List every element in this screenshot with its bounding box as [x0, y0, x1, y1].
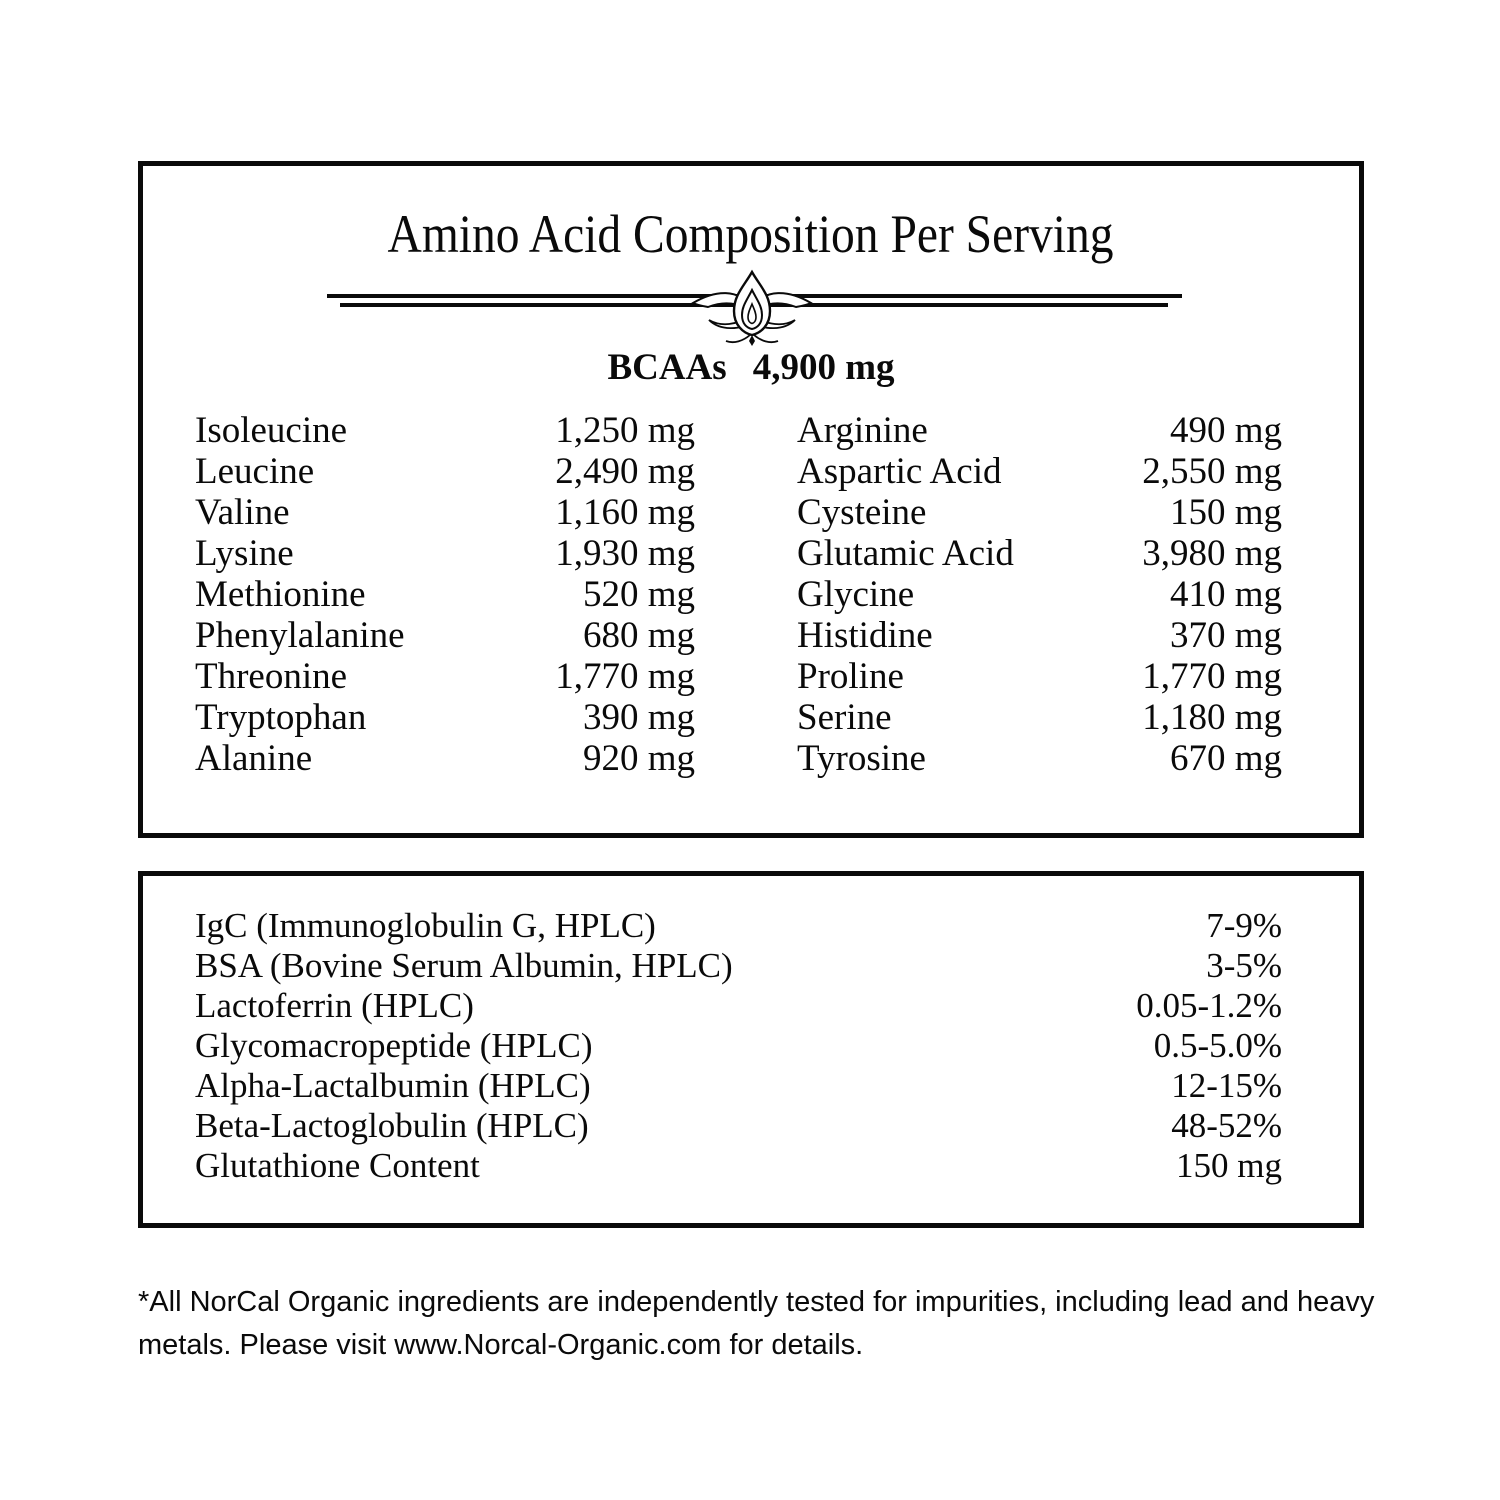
amino-name: Tryptophan [195, 697, 367, 738]
table-row [797, 574, 1282, 615]
amino-value: 670 mg [1169, 738, 1282, 779]
table-row [797, 410, 1282, 451]
table-row [195, 986, 1282, 1026]
amino-table [195, 410, 1282, 779]
amino-name: Valine [195, 492, 290, 533]
protein-fraction-panel [138, 871, 1364, 1228]
amino-name: Methionine [195, 574, 366, 615]
table-row [195, 697, 695, 738]
table-row [797, 451, 1282, 492]
table-row [797, 492, 1282, 533]
amino-name: Histidine [797, 615, 933, 656]
amino-value: 2,490 mg [555, 451, 695, 492]
fraction-name: Lactoferrin (HPLC) [195, 986, 474, 1025]
amino-value: 1,180 mg [1142, 697, 1282, 738]
amino-value: 1,930 mg [555, 533, 695, 574]
table-row [195, 615, 695, 656]
amino-value: 2,550 mg [1142, 451, 1282, 492]
testing-footnote: *All NorCal Organic ingredients are independently tested for impurities, including lead and heavy metals. Please visit www.Norcal-Organic.com for details. [138, 1286, 1375, 1361]
table-row [195, 1066, 1282, 1106]
table-row [797, 697, 1282, 738]
table-row [195, 574, 695, 615]
fraction-name: Glycomacropeptide (HPLC) [195, 1026, 593, 1065]
amino-table-left-column [195, 410, 695, 779]
table-row [195, 1146, 1282, 1186]
table-row [195, 906, 1282, 946]
panel-title [143, 206, 1359, 262]
amino-name: Cysteine [797, 492, 927, 533]
amino-name: Proline [797, 656, 904, 697]
amino-value: 150 mg [1169, 492, 1282, 533]
table-row [195, 1026, 1282, 1066]
amino-name: Glutamic Acid [797, 533, 1014, 574]
amino-value: 680 mg [582, 615, 695, 656]
table-row [797, 615, 1282, 656]
bcaa-value: 4,900 mg [752, 347, 895, 388]
fraction-name: Beta-Lactoglobulin (HPLC) [195, 1106, 589, 1145]
fraction-name: BSA (Bovine Serum Albumin, HPLC) [195, 946, 733, 985]
table-row [195, 533, 695, 574]
amino-name: Lysine [195, 533, 294, 574]
table-row [797, 533, 1282, 574]
amino-value: 370 mg [1169, 615, 1282, 656]
decorative-divider [327, 294, 1182, 308]
amino-value: 3,980 mg [1142, 533, 1282, 574]
amino-name: Isoleucine [195, 410, 348, 451]
fraction-value: 12-15% [1171, 1066, 1282, 1105]
amino-value: 390 mg [582, 697, 695, 738]
amino-value: 1,770 mg [1142, 656, 1282, 697]
amino-name: Serine [797, 697, 892, 738]
table-row [195, 656, 695, 697]
table-row [195, 738, 695, 779]
table-row [195, 1106, 1282, 1146]
amino-value: 1,160 mg [555, 492, 695, 533]
amino-table-right-column [797, 410, 1282, 779]
fraction-value: 7-9% [1206, 906, 1282, 945]
amino-value: 490 mg [1169, 410, 1282, 451]
fraction-name: Alpha-Lactalbumin (HPLC) [195, 1066, 591, 1105]
table-row [797, 738, 1282, 779]
table-row [195, 946, 1282, 986]
amino-value: 520 mg [582, 574, 695, 615]
amino-name: Threonine [195, 656, 348, 697]
fraction-value: 0.05-1.2% [1136, 986, 1282, 1025]
amino-name: Phenylalanine [195, 615, 405, 656]
table-row [195, 410, 695, 451]
amino-name: Tyrosine [797, 738, 926, 779]
fraction-value: 0.5-5.0% [1153, 1026, 1282, 1065]
protein-fraction-table [195, 906, 1282, 1186]
amino-name: Alanine [195, 738, 313, 779]
table-row [797, 656, 1282, 697]
fraction-value: 48-52% [1171, 1106, 1282, 1145]
table-row [195, 451, 695, 492]
amino-acid-panel [138, 161, 1364, 838]
panel-title-text: Amino Acid Composition Per Serving [387, 204, 1114, 264]
fraction-value: 150 mg [1176, 1146, 1282, 1185]
amino-value: 920 mg [582, 738, 695, 779]
amino-value: 1,250 mg [555, 410, 695, 451]
fraction-name: IgC (Immunoglobulin G, HPLC) [195, 906, 656, 945]
lotus-ornament-icon [687, 268, 817, 346]
amino-name: Leucine [195, 451, 315, 492]
table-row [195, 492, 695, 533]
bcaa-label: BCAAs [607, 347, 727, 388]
amino-value: 410 mg [1169, 574, 1282, 615]
amino-name: Glycine [797, 574, 915, 615]
fraction-name: Glutathione Content [195, 1146, 480, 1185]
amino-name: Aspartic Acid [797, 451, 1002, 492]
bcaa-total-line [143, 348, 1359, 388]
fraction-value: 3-5% [1206, 946, 1282, 985]
amino-value: 1,770 mg [555, 656, 695, 697]
amino-name: Arginine [797, 410, 928, 451]
